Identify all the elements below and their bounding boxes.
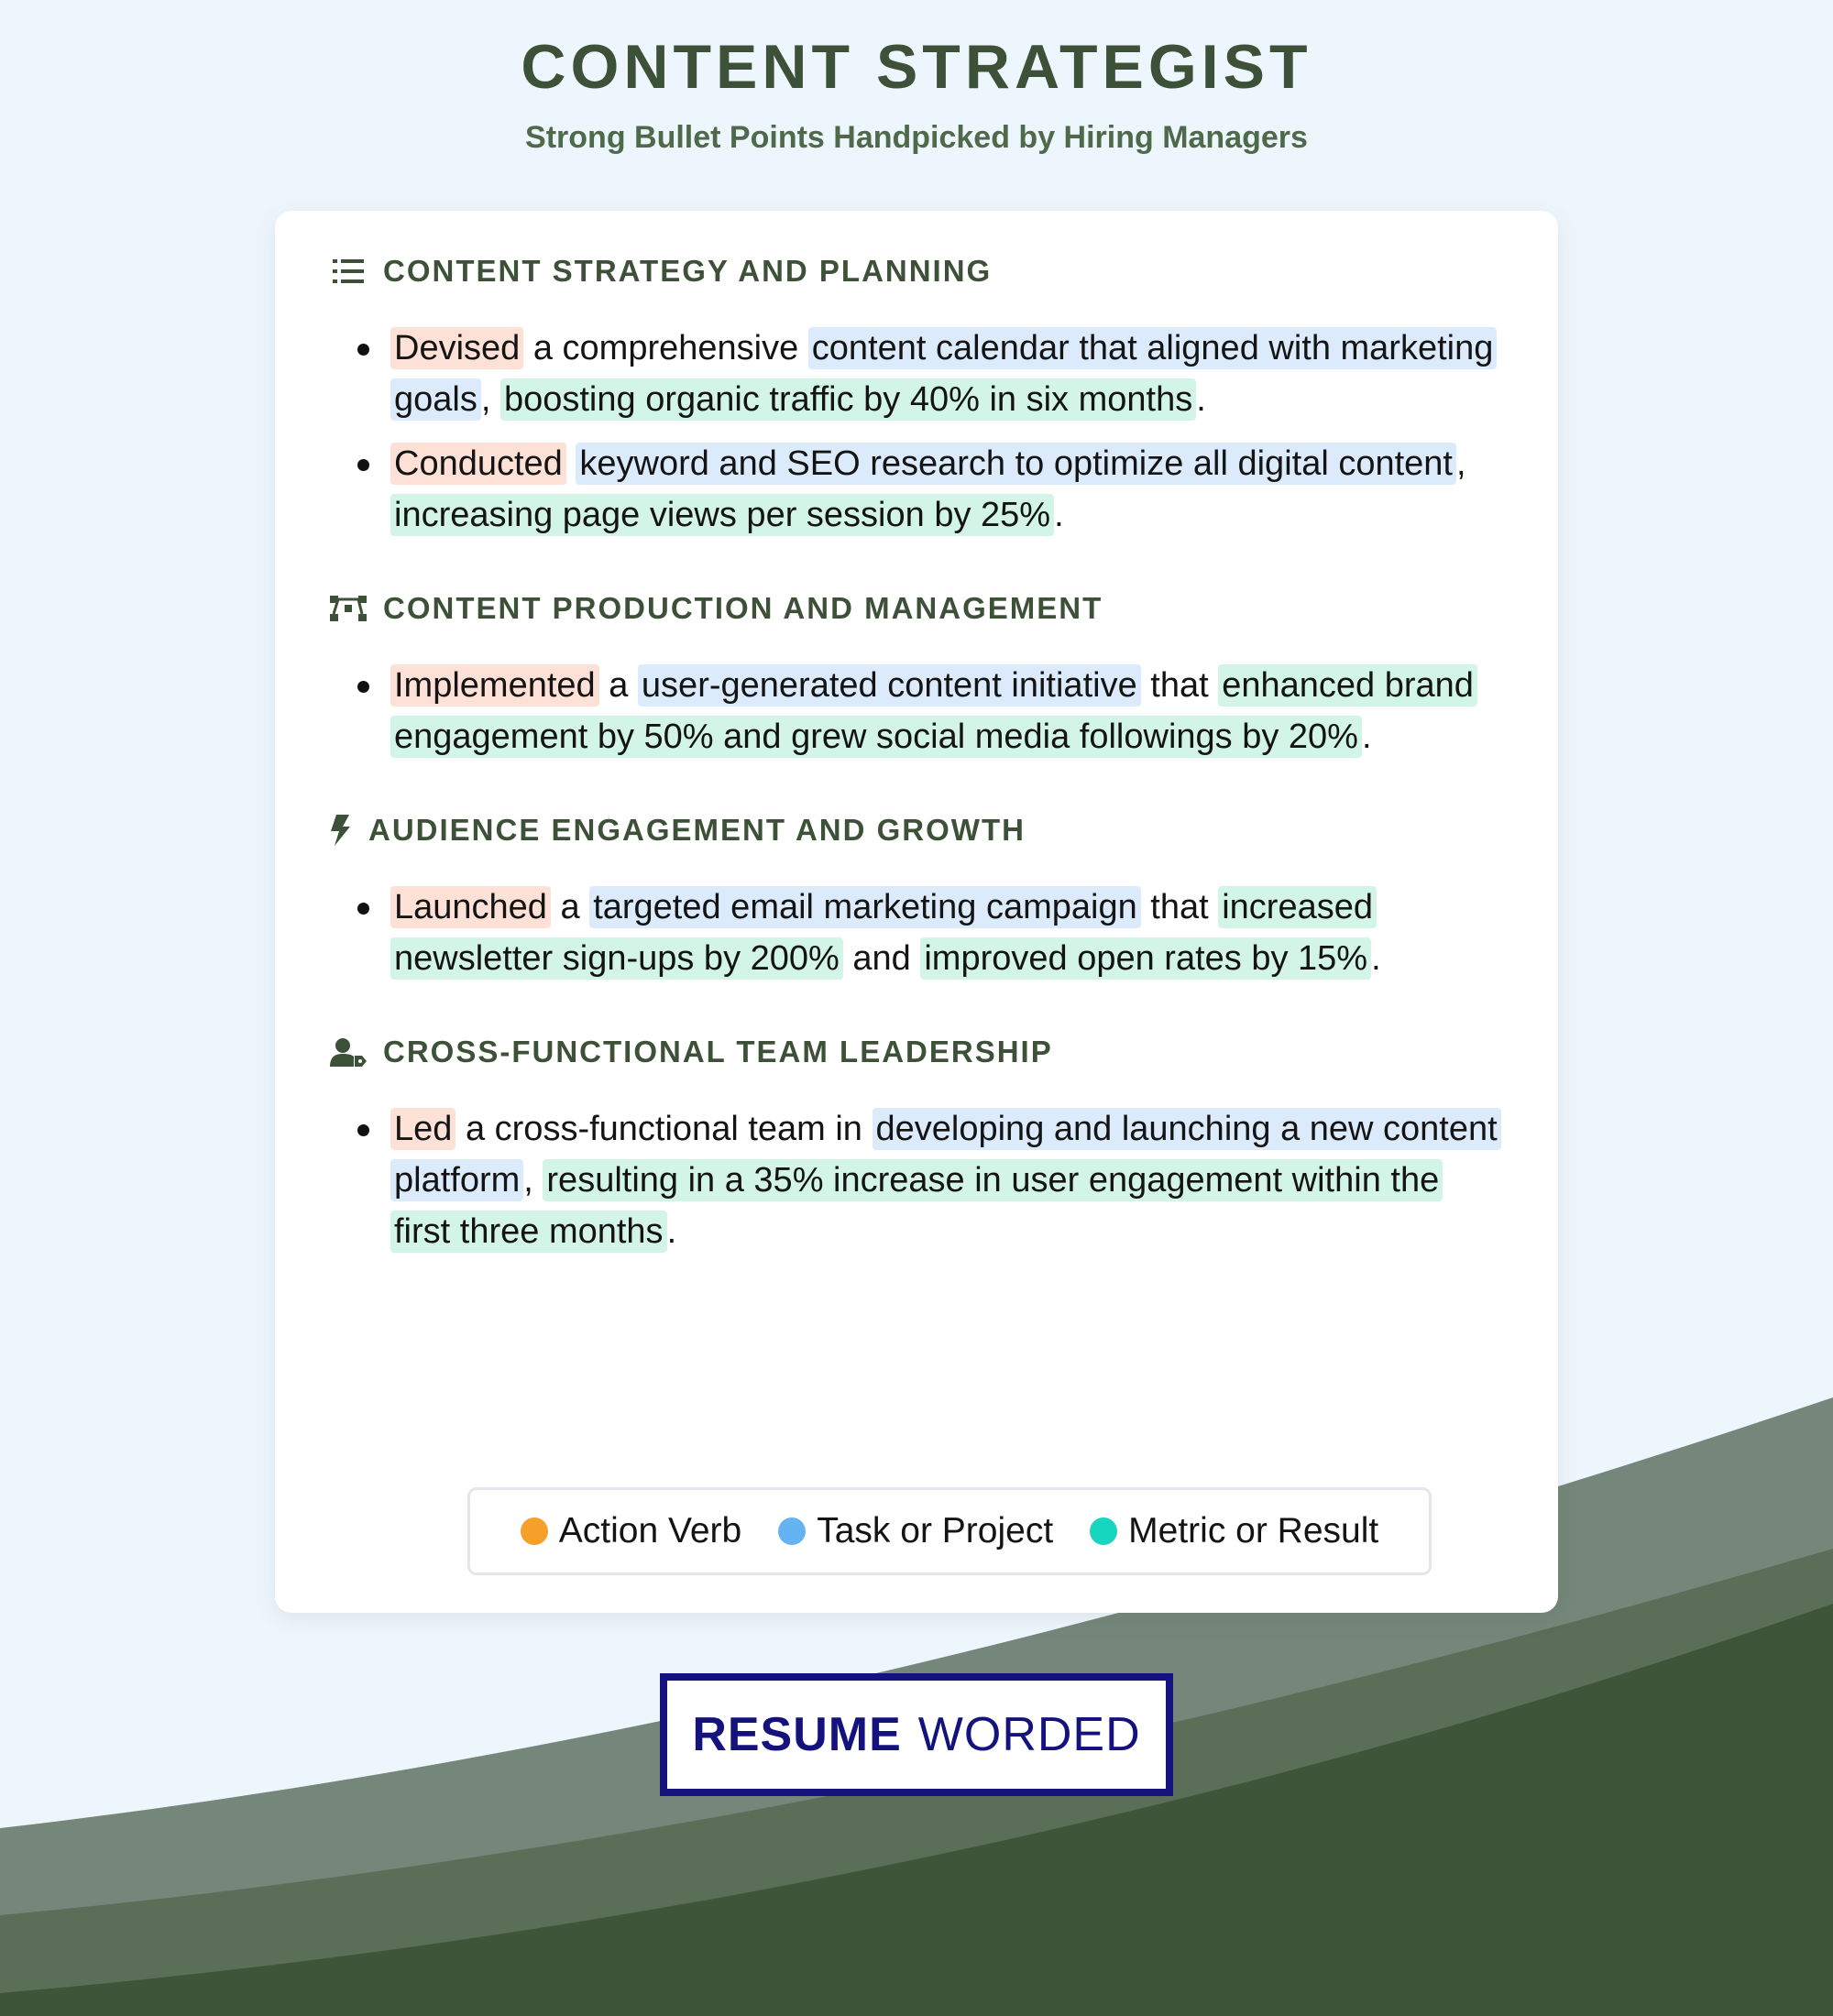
- page-subtitle: Strong Bullet Points Handpicked by Hiring Managers: [525, 120, 1308, 155]
- brand-word-resume: RESUME: [692, 1708, 902, 1761]
- bullet-item: [330, 882, 1503, 984]
- bullet-list: [330, 1103, 1503, 1257]
- action-verb: Launched: [390, 886, 551, 928]
- metric-or-result: enhanced brand engagement by 50% and grew social media followings by 20%: [390, 664, 1477, 758]
- bullet-item: [330, 1103, 1503, 1257]
- brand-word-worded: WORDED: [917, 1708, 1141, 1761]
- plain-text: that: [1140, 888, 1219, 926]
- legend-label: Action Verb: [558, 1511, 742, 1550]
- action-verb: Conducted: [390, 443, 566, 485]
- metric-or-result: resulting in a 35% increase in user engagement within the first three months: [390, 1159, 1443, 1253]
- plain-text: .: [1361, 718, 1372, 756]
- section-title: CROSS-FUNCTIONAL TEAM LEADERSHIP: [383, 1035, 1053, 1068]
- plain-text: [566, 444, 576, 483]
- plain-text: ,: [480, 380, 500, 419]
- bullet-list: [330, 323, 1503, 541]
- bullet-item: [330, 660, 1503, 762]
- legend-item-task-or-project: [778, 1511, 1053, 1551]
- section-heading: [330, 581, 1503, 636]
- page-title: CONTENT STRATEGIST: [521, 32, 1312, 102]
- legend-label: Task or Project: [817, 1511, 1054, 1550]
- page-header: [0, 27, 1833, 156]
- section-heading: [330, 244, 1503, 299]
- workflow-icon: [330, 590, 367, 627]
- legend-item-action-verb: [521, 1511, 741, 1551]
- plain-text: .: [1196, 380, 1206, 419]
- user-team-icon: [330, 1034, 367, 1070]
- metric-or-result: increased newsletter sign-ups by 200%: [390, 886, 1377, 980]
- section-title: CONTENT STRATEGY AND PLANNING: [383, 254, 993, 288]
- task-or-project: content calendar that aligned with marketing goals: [390, 327, 1497, 421]
- action-verb: Led: [390, 1108, 456, 1150]
- task-or-project: targeted email marketing campaign: [589, 886, 1141, 928]
- highlight-legend: [467, 1487, 1432, 1575]
- section-audience-engagement: [330, 803, 1503, 984]
- plain-text: a: [598, 666, 638, 705]
- plain-text: a comprehensive: [523, 329, 808, 367]
- legend-label: Metric or Result: [1128, 1511, 1379, 1550]
- task-or-project: user-generated content initiative: [638, 664, 1141, 707]
- bullet-item: [330, 323, 1503, 425]
- metric-or-result: increasing page views per session by 25%: [390, 494, 1054, 536]
- section-content-production: [330, 581, 1503, 762]
- orange-dot-icon: [521, 1517, 548, 1545]
- plain-text: .: [1054, 496, 1064, 534]
- list-icon: [330, 253, 367, 290]
- plain-text: and: [842, 939, 921, 978]
- teal-dot-icon: [1090, 1517, 1117, 1545]
- bullet-item: [330, 438, 1503, 541]
- section-team-leadership: [330, 1024, 1503, 1257]
- section-heading: [330, 1024, 1503, 1079]
- section-title: CONTENT PRODUCTION AND MANAGEMENT: [383, 591, 1103, 625]
- bullet-list: [330, 882, 1503, 984]
- section-title: AUDIENCE ENGAGEMENT AND GROWTH: [368, 813, 1026, 847]
- plain-text: ,: [1455, 444, 1466, 483]
- plain-text: ,: [523, 1161, 543, 1200]
- metric-or-result: improved open rates by 15%: [920, 937, 1371, 980]
- plain-text: that: [1140, 666, 1219, 705]
- lightning-bolt-icon: [330, 812, 352, 849]
- plain-text: a: [550, 888, 590, 926]
- bullet-points-card: [275, 211, 1558, 1613]
- section-content-strategy: [330, 244, 1503, 541]
- task-or-project: keyword and SEO research to optimize all digital content: [576, 443, 1456, 485]
- plain-text: .: [666, 1212, 677, 1251]
- bullet-list: [330, 660, 1503, 762]
- resume-worded-logo[interactable]: [660, 1673, 1173, 1796]
- plain-text: .: [1371, 939, 1381, 978]
- legend-item-metric-or-result: [1090, 1511, 1378, 1551]
- blue-dot-icon: [778, 1517, 806, 1545]
- task-or-project: developing and launching a new content platform: [390, 1108, 1501, 1201]
- section-heading: [330, 803, 1503, 858]
- plain-text: a cross-functional team in: [456, 1110, 873, 1148]
- action-verb: Devised: [390, 327, 523, 369]
- action-verb: Implemented: [390, 664, 599, 707]
- metric-or-result: boosting organic traffic by 40% in six months: [500, 378, 1196, 421]
